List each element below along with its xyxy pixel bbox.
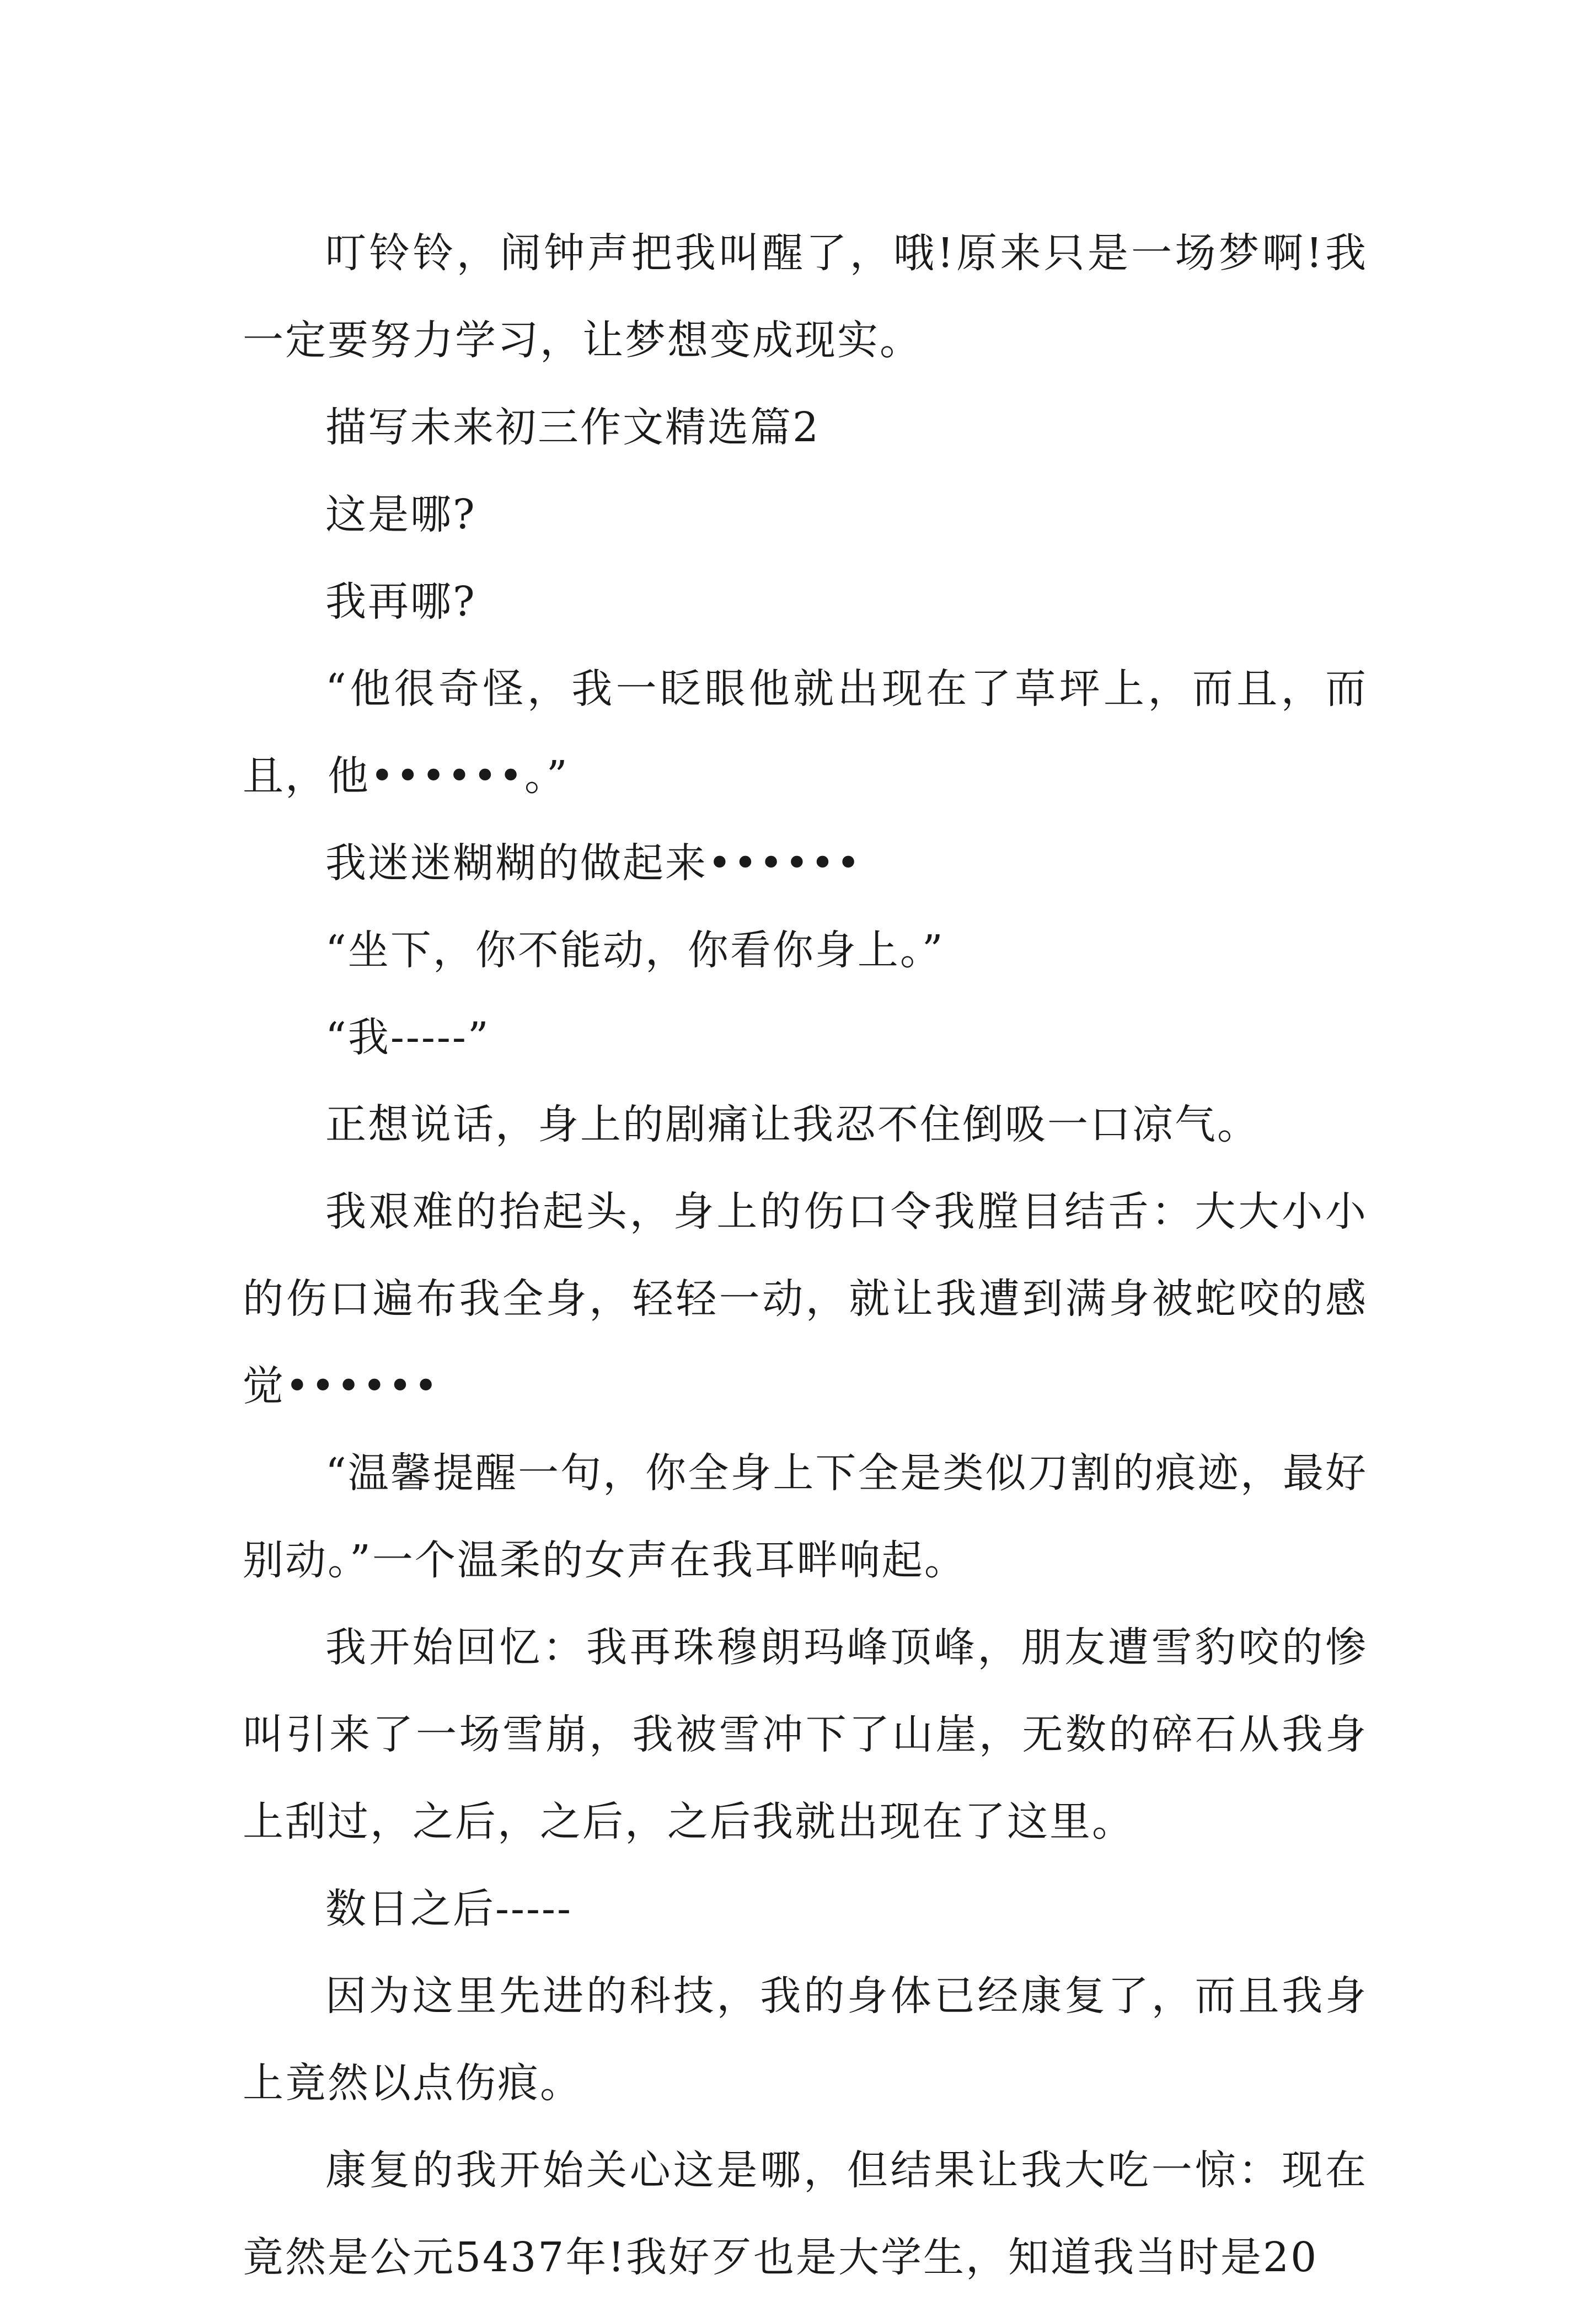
paragraph: “温馨提醒一句，你全身上下全是类似刀割的痕迹，最好别动。”一个温柔的女声在我耳畔响起。: [243, 1449, 1368, 1584]
paragraph: 我再哪?: [325, 578, 476, 625]
paragraph: 我开始回忆：我再珠穆朗玛峰顶峰，朋友遭雪豹咬的惨叫引来了一场雪崩，我被雪冲下了山崖，无数的碎石从我身上刮过，之后，之后，之后我就出现在了这里。: [243, 1624, 1368, 1845]
paragraph: 康复的我开始关心这是哪，但结果让我大吃一惊：现在竟然是公元5437年!我好歹也是大学生，知道我当时是20: [243, 2147, 1368, 2281]
paragraph: 我艰难的抬起头，身上的伤口令我膛目结舌：大大小小的伤口遍布我全身，轻轻一动，就让我遭到满身被蛇咬的感觉••••••: [243, 1188, 1368, 1410]
paragraph: 数日之后-----: [325, 1885, 573, 1933]
paragraph: “他很奇怪，我一眨眼他就出现在了草坪上，而且，而且，他••••••。”: [243, 665, 1368, 800]
paragraph: “我-----”: [325, 1014, 490, 1061]
paragraph: “坐下，你不能动，你看你身上。”: [325, 927, 945, 974]
section-heading: 描写未来初三作文精选篇2: [325, 404, 821, 451]
paragraph: 叮铃铃，闹钟声把我叫醒了，哦!原来只是一场梦啊!我一定要努力学习，让梦想变成现实。: [243, 229, 1368, 364]
document-body: [243, 210, 1368, 2301]
paragraph: 这是哪?: [325, 491, 476, 538]
paragraph: 正想说话，身上的剧痛让我忍不住倒吸一口凉气。: [325, 1101, 1260, 1148]
paragraph: 我迷迷糊糊的做起来••••••: [325, 839, 862, 887]
paragraph: 因为这里先进的科技，我的身体已经康复了，而且我身上竟然以点伤痕。: [243, 1972, 1368, 2107]
